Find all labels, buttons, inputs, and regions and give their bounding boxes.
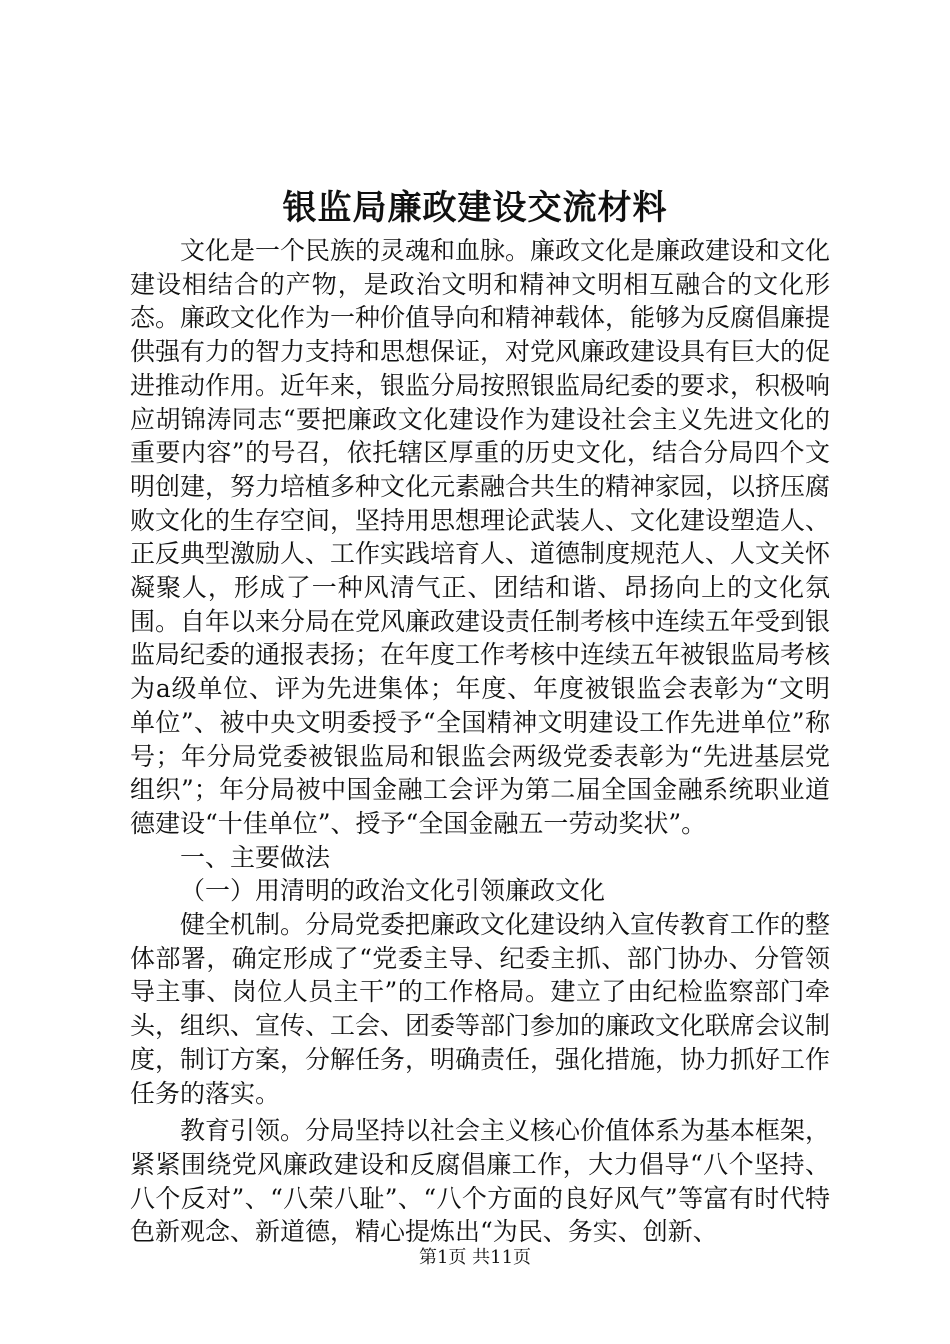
section-heading-main-practices: 一、主要做法 — [180, 842, 331, 872]
paragraph-education: 教育引领。分局坚持以社会主义核心价值体系为基本框架，紧紧围绕党风廉政建设和反腐倡廉工作，大力倡导“八个坚持、八个反对”、“八荣八耻”、“八个方面的良好风气”等富有时代特色新观念、新道德，精心提炼出“为民、务实、创新、 — [130, 1116, 831, 1247]
document-title: 银监局廉政建设交流材料 — [282, 188, 668, 228]
page-number-footer: 第1页 共11页 — [418, 1247, 532, 1268]
subsection-heading-political-culture: （一）用清明的政治文化引领廉政文化 — [180, 876, 606, 906]
paragraph-intro: 文化是一个民族的灵魂和血脉。廉政文化是廉政建设和文化建设相结合的产物，是政治文明和精神文明相互融合的文化形态。廉政文化作为一种价值导向和精神载体，能够为反腐倡廉提供强有力的智力支持和思想保证，对党风廉政建设具有巨大的促进推动作用。近年来，银监分局按照银监局纪委的要求，积极响应胡锦涛同志“要把廉政文化建设作为建设社会主义先进文化的重要内容”的号召，依托辖区厚重的历史文化，结合分局四个文明创建，努力培植多种文化元素融合共生的精神家园，以挤压腐败文化的生存空间，坚持用思想理论武装人、文化建设塑造人、正反典型激励人、工作实践培育人、道德制度规范人、人文关怀凝聚人，形成了一种风清气正、团结和谐、昂扬向上的文化氛围。自年以来分局在党风廉政建设责任制考核中连续五年受到银监局纪委的通报表扬；在年度工作考核中连续五年被银监局考核为a级单位、评为先进集体；年度、年度被银监会表彰为“文明单位”、被中央文明委授予“全国精神文明建设工作先进单位”称号；年分局党委被银监局和银监会两级党委表彰为“先进基层党组织”；年分局被中国金融工会评为第二届全国金融系统职业道德建设“十佳单位”、授予“全国金融五一劳动奖状”。 — [130, 236, 831, 838]
paragraph-mechanism: 健全机制。分局党委把廉政文化建设纳入宣传教育工作的整体部署，确定形成了“党委主导、纪委主抓、部门协办、分管领导主事、岗位人员主干”的工作格局。建立了由纪检监察部门牵头，组织、宣传、工会、团委等部门参加的廉政文化联席会议制度，制订方案，分解任务，明确责任，强化措施，协力抓好工作任务的落实。 — [130, 910, 831, 1108]
document-body — [130, 234, 830, 1249]
